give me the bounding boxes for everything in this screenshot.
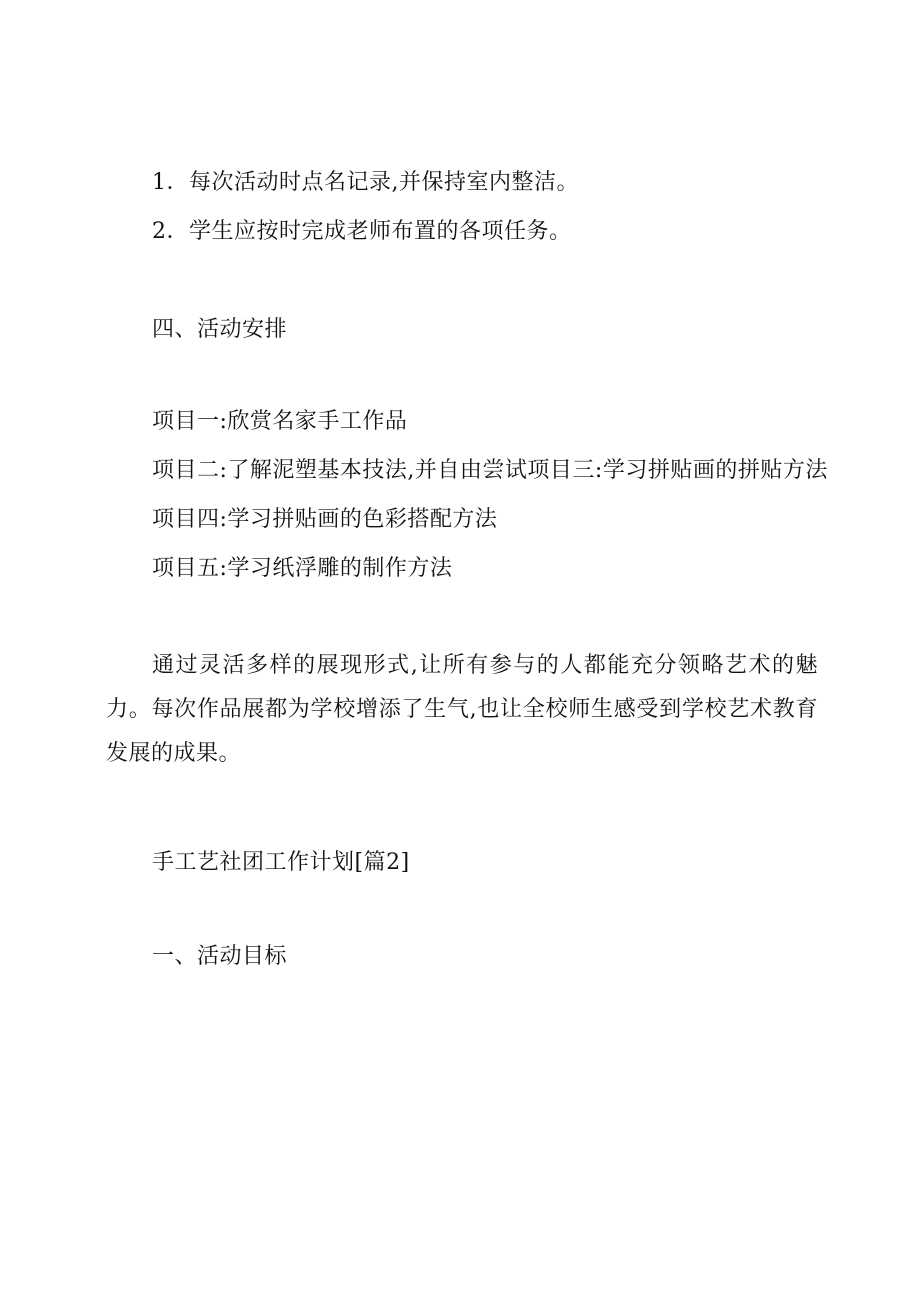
- section-heading-activity-goals: 一、活动目标: [152, 944, 288, 969]
- rule-item-2: 2．学生应按时完成老师布置的各项任务。: [152, 219, 572, 244]
- plan-title: 手工艺社团工作计划[篇2]: [152, 850, 410, 875]
- project-item-4: 项目四:学习拼贴画的色彩搭配方法: [152, 507, 498, 532]
- rule-item-1: 1．每次活动时点名记录,并保持室内整洁。: [152, 170, 579, 195]
- project-item-5: 项目五:学习纸浮雕的制作方法: [152, 556, 453, 581]
- project-item-1: 项目一:欣赏名家手工作品: [152, 409, 408, 434]
- summary-paragraph: 通过灵活多样的展现形式,让所有参与的人都能充分领略艺术的魅力。每次作品展都为学校增添了生气,也让全校师生感受到学校艺术教育发展的成果。: [106, 653, 818, 766]
- project-item-2: 项目二:了解泥塑基本技法,并自由尝试项目三:学习拼贴画的拼贴方法: [152, 458, 828, 483]
- section-heading-activity-schedule: 四、活动安排: [152, 317, 288, 342]
